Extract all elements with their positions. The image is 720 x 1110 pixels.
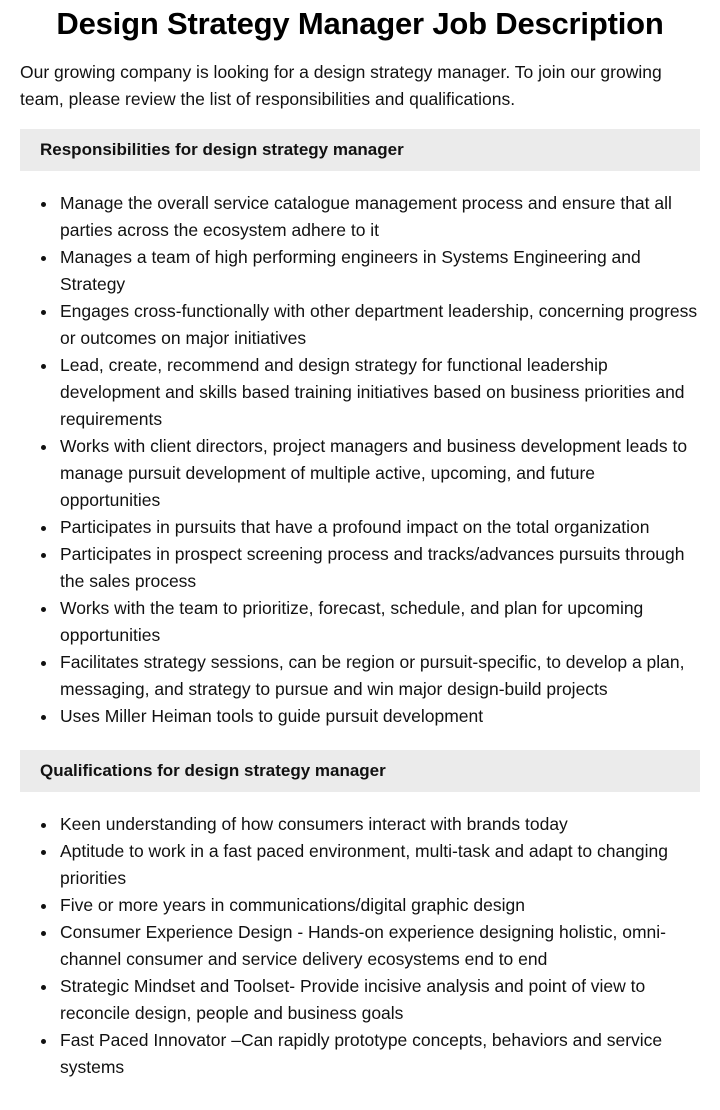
list-item bbox=[20, 838, 700, 892]
list-item bbox=[20, 703, 700, 730]
bullet-icon bbox=[41, 661, 46, 666]
list-item-text: Uses Miller Heiman tools to guide pursuit development bbox=[60, 706, 484, 726]
bullet-icon bbox=[41, 931, 46, 936]
list-item bbox=[20, 892, 700, 919]
list-item bbox=[20, 811, 700, 838]
list-item bbox=[20, 1027, 700, 1081]
qualifications-heading: Qualifications for design strategy manager bbox=[20, 750, 700, 792]
bullet-icon bbox=[41, 985, 46, 990]
bullet-icon bbox=[41, 715, 46, 720]
bullet-icon bbox=[41, 202, 46, 207]
list-item-text: Consumer Experience Design - Hands-on experience designing holistic, omni-channel consumer and service delivery ecosystems end to end bbox=[60, 922, 666, 969]
bullet-icon bbox=[41, 553, 46, 558]
list-item bbox=[20, 298, 700, 352]
bullet-icon bbox=[41, 1039, 46, 1044]
list-item-text: Engages cross-functionally with other department leadership, concerning progress or outcomes on major initiatives bbox=[60, 301, 698, 348]
bullet-icon bbox=[41, 850, 46, 855]
intro-paragraph: Our growing company is looking for a design strategy manager. To join our growing team, please review the list of responsibilities and qualifications. bbox=[20, 62, 662, 109]
list-item bbox=[20, 352, 700, 433]
bullet-icon bbox=[41, 256, 46, 261]
bullet-icon bbox=[41, 904, 46, 909]
list-item bbox=[20, 514, 700, 541]
list-item-text: Strategic Mindset and Toolset- Provide incisive analysis and point of view to reconcile design, people and business goals bbox=[60, 976, 646, 1023]
list-item bbox=[20, 244, 700, 298]
list-item-text: Manages a team of high performing engineers in Systems Engineering and Strategy bbox=[60, 247, 641, 294]
responsibilities-heading: Responsibilities for design strategy manager bbox=[20, 129, 700, 171]
list-item-text: Keen understanding of how consumers interact with brands today bbox=[60, 814, 568, 834]
list-item bbox=[20, 973, 700, 1027]
list-item-text: Five or more years in communications/digital graphic design bbox=[60, 895, 525, 915]
list-item-text: Works with the team to prioritize, forecast, schedule, and plan for upcoming opportunities bbox=[60, 598, 644, 645]
responsibilities-list bbox=[20, 190, 700, 730]
list-item-text: Lead, create, recommend and design strategy for functional leadership development and skills based training initiatives based on business priorities and requirements bbox=[60, 355, 685, 429]
qualifications-list bbox=[20, 811, 700, 1081]
bullet-icon bbox=[41, 364, 46, 369]
list-item bbox=[20, 433, 700, 514]
page-title: Design Strategy Manager Job Description bbox=[56, 6, 664, 41]
bullet-icon bbox=[41, 607, 46, 612]
bullet-icon bbox=[41, 823, 46, 828]
list-item bbox=[20, 190, 700, 244]
list-item-text: Works with client directors, project managers and business development leads to manage pursuit development of multiple active, upcoming, and future opportunities bbox=[60, 436, 688, 510]
bullet-icon bbox=[41, 310, 46, 315]
bullet-icon bbox=[41, 445, 46, 450]
list-item-text: Facilitates strategy sessions, can be region or pursuit-specific, to develop a plan, messaging, and strategy to pursue and win major design-build projects bbox=[60, 652, 685, 699]
bullet-icon bbox=[41, 526, 46, 531]
list-item bbox=[20, 919, 700, 973]
list-item-text: Aptitude to work in a fast paced environment, multi-task and adapt to changing priorities bbox=[60, 841, 668, 888]
list-item-text: Manage the overall service catalogue management process and ensure that all parties across the ecosystem adhere to it bbox=[60, 193, 672, 240]
list-item-text: Participates in prospect screening process and tracks/advances pursuits through the sales process bbox=[60, 544, 685, 591]
list-item bbox=[20, 595, 700, 649]
list-item bbox=[20, 541, 700, 595]
list-item bbox=[20, 649, 700, 703]
list-item-text: Fast Paced Innovator –Can rapidly prototype concepts, behaviors and service systems bbox=[60, 1030, 663, 1077]
list-item-text: Participates in pursuits that have a profound impact on the total organization bbox=[60, 517, 650, 537]
